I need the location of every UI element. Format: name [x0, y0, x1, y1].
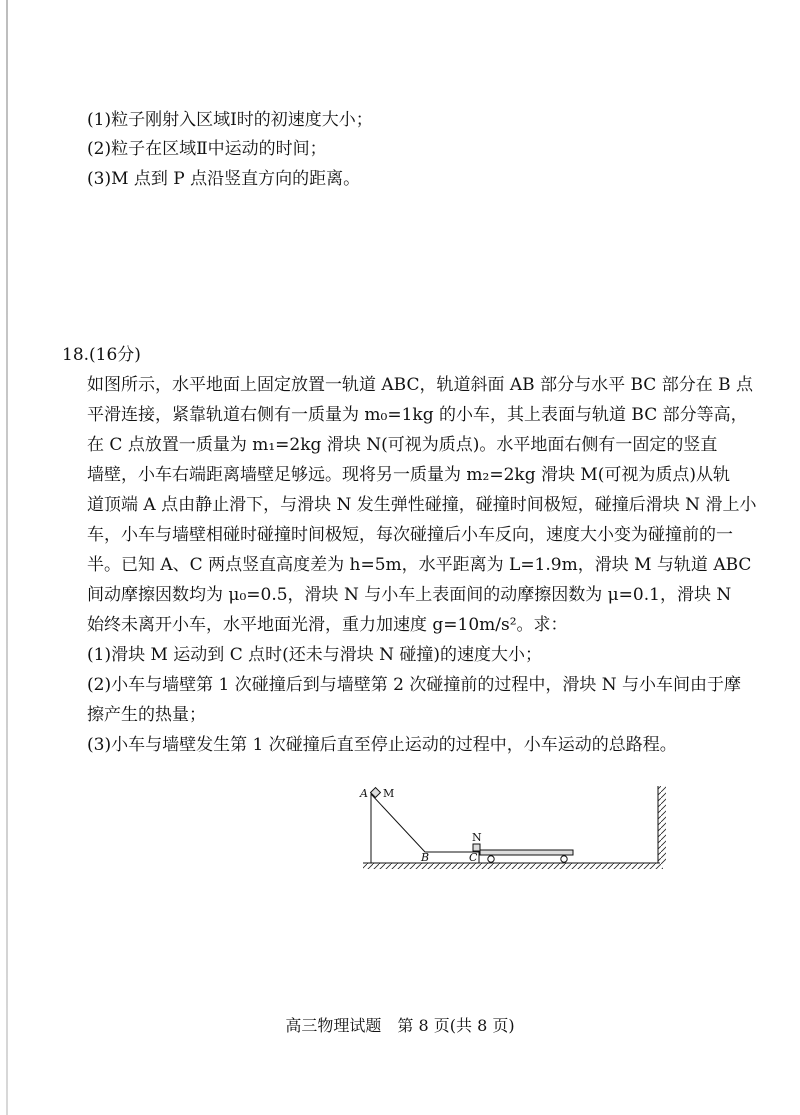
- wall-hatch: [658, 786, 666, 863]
- cart: [480, 850, 573, 855]
- cart-wheel-left: [488, 856, 494, 862]
- problem-body-line: 间动摩擦因数均为 μ₀=0.5，滑块 N 与小车上表面间的动摩擦因数为 μ=0.1，滑块 N: [87, 585, 732, 605]
- label-n: N: [472, 831, 482, 844]
- label-a: A: [360, 787, 368, 800]
- label-m: M: [383, 787, 395, 800]
- problem-body-line: 道顶端 A 点由静止滑下，与滑块 N 发生弹性碰撞，碰撞时间极短，碰撞后滑块 N 滑上小: [87, 495, 757, 515]
- problem-question-2-cont: 擦产生的热量；: [87, 705, 206, 725]
- problem-header: 18.(16分): [62, 345, 141, 365]
- problem-question-3: (3)小车与墙壁发生第 1 次碰撞后直至停止运动的过程中，小车运动的总路程。: [87, 735, 677, 755]
- problem-body-line: 始终未离开小车，水平地面光滑，重力加速度 g=10m/s²。求：: [87, 615, 568, 635]
- label-b: B: [421, 851, 430, 864]
- prev-question-3: (3)M 点到 P 点沿竖直方向的距离。: [87, 169, 361, 189]
- block-m: [371, 788, 381, 798]
- problem-body-line: 在 C 点放置一质量为 m₁=2kg 滑块 N(可视为质点)。水平地面右侧有一固定的竖直: [87, 435, 718, 455]
- prev-question-1: (1)粒子刚射入区域Ⅰ时的初速度大小；: [87, 110, 373, 130]
- problem-body-line: 如图所示，水平地面上固定放置一轨道 ABC，轨道斜面 AB 部分与水平 BC 部分在 B 点: [87, 375, 753, 395]
- problem-question-1: (1)滑块 M 运动到 C 点时(还未与滑块 N 碰撞)的速度大小；: [87, 645, 543, 665]
- page-left-rule: [6, 0, 8, 1115]
- ground-hatch: [363, 863, 663, 869]
- problem-body-line: 半。已知 A、C 两点竖直高度差为 h=5m，水平距离为 L=1.9m，滑块 M 与轨道 ABC: [87, 555, 752, 575]
- problem-question-2: (2)小车与墙壁第 1 次碰撞后到与墙壁第 2 次碰撞前的过程中，滑块 N 与小车间由于摩: [87, 675, 742, 695]
- block-n: [473, 844, 480, 851]
- cart-wheel-right: [561, 856, 567, 862]
- track-diagram: [355, 780, 675, 875]
- prev-question-2: (2)粒子在区域Ⅱ中运动的时间；: [87, 139, 327, 159]
- problem-body-line: 车，小车与墙壁相碰时碰撞时间极短，每次碰撞后小车反向，速度大小变为碰撞前的一: [87, 525, 733, 545]
- page-footer: 高三物理试题 第 8 页(共 8 页): [285, 1016, 515, 1035]
- problem-body-line: 墙壁，小车右端距离墙壁足够远。现将另一质量为 m₂=2kg 滑块 M(可视为质点)从轨: [87, 465, 731, 485]
- problem-body-line: 平滑连接，紧靠轨道右侧有一质量为 m₀=1kg 的小车，其上表面与轨道 BC 部分等高，: [87, 405, 748, 425]
- label-c: C: [469, 851, 478, 864]
